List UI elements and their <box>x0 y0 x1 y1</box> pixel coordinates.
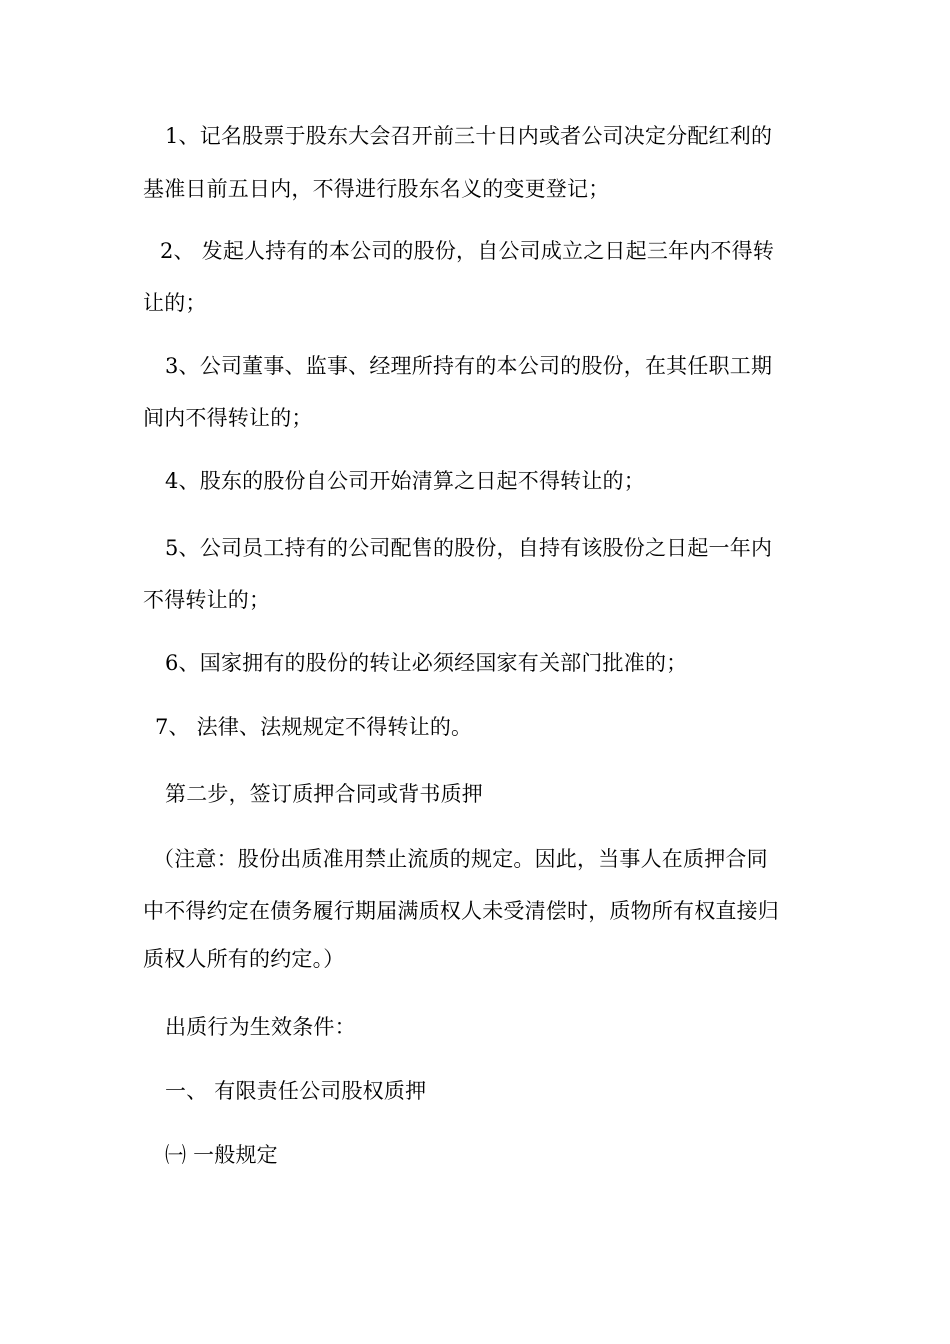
paragraph-line: 3、公司董事、监事、经理所持有的本公司的股份，在其任职工期 <box>165 354 773 378</box>
paragraph-line: （注意：股份出质准用禁止流质的规定。因此，当事人在质押合同 <box>153 847 768 871</box>
paragraph-line: 中不得约定在债务履行期届满质权人未受清偿时，质物所有权直接归 <box>143 899 779 923</box>
subsection-heading: ㈠ 一般规定 <box>165 1143 278 1167</box>
paragraph-line: 6、国家拥有的股份的转让必须经国家有关部门批准的； <box>165 651 688 675</box>
paragraph-line: 4、股东的股份自公司开始清算之日起不得转让的； <box>165 469 645 493</box>
paragraph-line: 不得转让的； <box>143 588 271 612</box>
paragraph-line: 间内不得转让的； <box>143 406 313 430</box>
paragraph-line: 5、公司员工持有的公司配售的股份，自持有该股份之日起一年内 <box>165 536 773 560</box>
paragraph-line: 7、 法律、法规规定不得转让的。 <box>155 715 473 739</box>
paragraph-line: 出质行为生效条件： <box>165 1015 356 1039</box>
section-heading: 一、 有限责任公司股权质押 <box>165 1079 427 1103</box>
paragraph-line: 质权人所有的约定。） <box>143 947 345 971</box>
paragraph-line: 第二步，签订质押合同或背书质押 <box>165 782 483 806</box>
paragraph-line: 让的； <box>143 291 207 315</box>
paragraph-line: 1、记名股票于股东大会召开前三十日内或者公司决定分配红利的 <box>165 124 773 148</box>
paragraph-line: 基准日前五日内，不得进行股东名义的变更登记； <box>143 177 610 201</box>
paragraph-line: 2、 发起人持有的本公司的股份，自公司成立之日起三年内不得转 <box>160 239 775 263</box>
